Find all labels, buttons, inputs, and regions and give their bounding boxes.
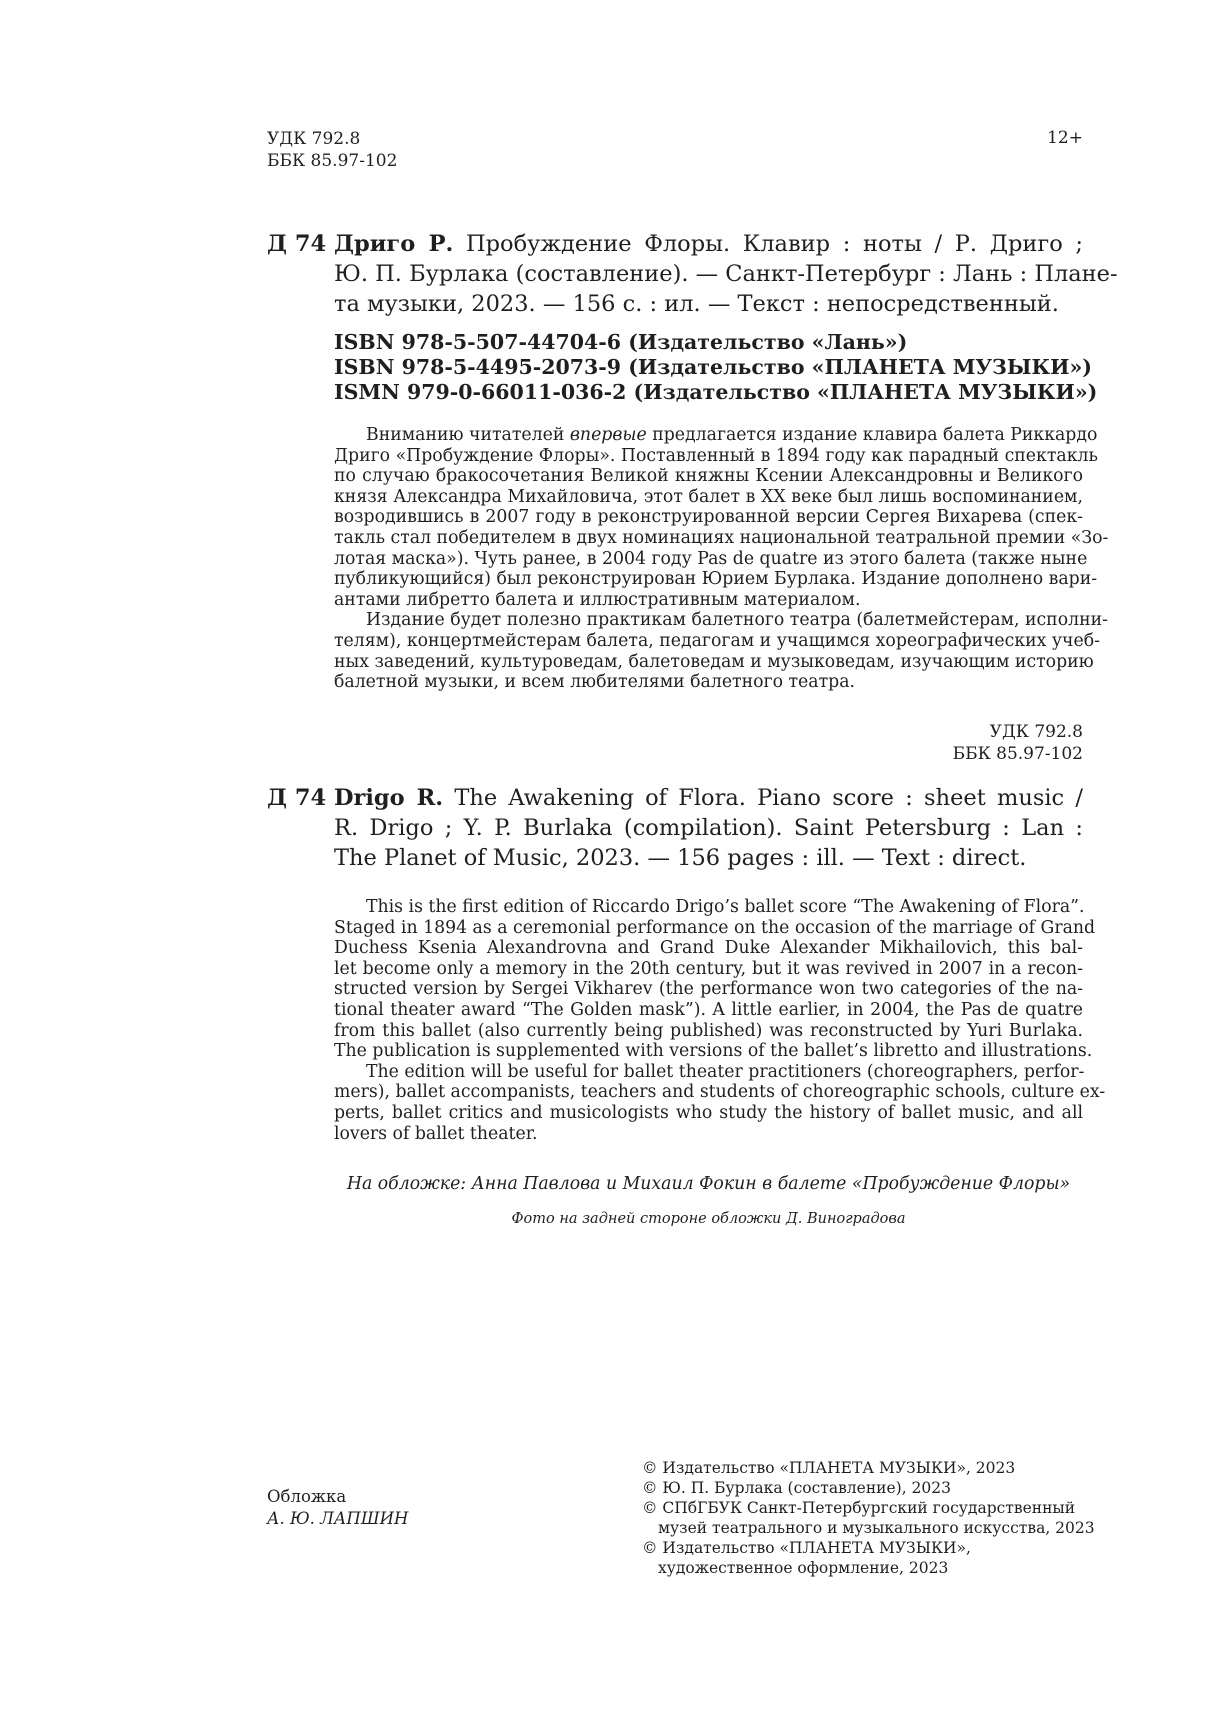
photo-credit: Фото на задней стороне обложки Д. Виноградова [511, 1211, 906, 1227]
entry-line-2: R. Drigo ; Y. P. Burlaka (compilation). Saint Petersburg : Lan : [334, 815, 1083, 841]
abstract-line: The publication is supplemented with versions of the ballet’s libretto and illustrations. [334, 1041, 1093, 1062]
copyright-line: © Издательство «ПЛАНЕТА МУЗЫКИ», 2023 [642, 1459, 1016, 1477]
classification-top [267, 128, 397, 172]
abstract-line: лотая маска»). Чуть ранее, в 2004 году Pas de quatre из этого балета (также ныне [334, 548, 1088, 569]
abstract-line: публикующийся) был реконструирован Юрием Бурлака. Издание дополнено вари- [334, 569, 1098, 590]
abstract-line: Duchess Ksenia Alexandrovna and Grand Duke Alexander Mikhailovich, this bal- [334, 938, 1083, 959]
bibliographic-entry-en [267, 783, 1083, 875]
abstract-line: Издание будет полезно практикам балетного театра (балетмейстерам, исполни- [366, 610, 1108, 631]
bbk-code: ББК 85.97-102 [267, 151, 398, 171]
abstract-line: Дриго «Пробуждение Флоры». Поставленный в 1894 году как парадный спектакль [334, 445, 1098, 466]
bibliographic-entry-ru [267, 229, 1118, 321]
abstract-line: perts, ballet critics and musicologists who study the history of ballet music, and all [334, 1102, 1083, 1123]
abstract-line: телям), концертмейстерам балета, педагогам и учащимся хореографических учеб- [334, 630, 1100, 651]
abstract-line: lovers of ballet theater. [334, 1123, 538, 1144]
abstract-line: князя Александра Михайловича, этот балет в XX веке был лишь воспоминанием, [334, 486, 1083, 507]
age-rating: 12+ [1047, 128, 1083, 148]
entry-line-1: Дриго Р. Пробуждение Флоры. Клавир : ноты / Р. Дриго ; [334, 231, 1083, 257]
abstract-line: This is the first edition of Riccardo Drigo’s ballet score “The Awakening of Flora”. [366, 897, 1085, 917]
isbn-block [334, 330, 1098, 405]
ismn-line: ISMN 979-0-66011-036-2 (Издательство «ПЛАНЕТА МУЗЫКИ») [334, 380, 1098, 404]
copyright-line: © СПбГБУК Санкт-Петербургский государственный [642, 1499, 1076, 1517]
entry-author: Drigo R. [334, 785, 444, 811]
abstract-line: let become only a memory in the 20th century, but it was revived in 2007 in a recon- [334, 958, 1083, 979]
udk-code: УДК 792.8 [989, 722, 1083, 742]
copyright-line: музей театрального и музыкального искусства, 2023 [658, 1519, 1095, 1537]
isbn-line: ISBN 978-5-507-44704-6 (Издательство «Лань») [334, 330, 908, 354]
entry-label: Д 74 [267, 785, 327, 811]
entry-line-3: та музыки, 2023. — 156 с. : ил. — Текст : непосредственный. [334, 291, 1059, 317]
cover-caption: На обложке: Анна Павлова и Михаил Фокин в балете «Пробуждение Флоры» [346, 1174, 1071, 1194]
entry-line-3: The Planet of Music, 2023. — 156 pages : ill. — Text : direct. [334, 845, 1027, 871]
abstract-line: ных заведений, культуроведам, балетоведам и музыковедам, изучающим историю [334, 651, 1094, 672]
copyright-block [642, 1458, 1095, 1578]
abstract-line: такль стал победителем в двух номинациях национальной театральной премии «Зо- [334, 527, 1109, 548]
classification-right [860, 721, 1083, 765]
bbk-code: ББК 85.97-102 [952, 744, 1083, 764]
abstract-line: from this ballet (also currently being published) was reconstructed by Yuri Burlaka. [334, 1020, 1083, 1041]
abstract-en [334, 897, 1106, 1144]
abstract-line: Вниманию читателей впервые предлагается издание клавира балета Риккардо [366, 425, 1098, 445]
entry-line-2: Ю. П. Бурлака (составление). — Санкт-Петербург : Лань : Плане- [334, 261, 1118, 287]
copyright-line: © Ю. П. Бурлака (составление), 2023 [642, 1479, 952, 1497]
entry-label: Д 74 [267, 231, 327, 257]
udk-code: УДК 792.8 [267, 129, 361, 149]
abstract-line: Staged in 1894 as a ceremonial performance on the occasion of the marriage of Grand [334, 917, 1096, 938]
cover-design-credit [267, 1486, 408, 1530]
isbn-line: ISBN 978-5-4495-2073-9 (Издательство «ПЛАНЕТА МУЗЫКИ») [334, 355, 1092, 379]
abstract-line: возродившись в 2007 году в реконструированной версии Сергея Вихарева (спек- [334, 507, 1083, 528]
entry-author: Дриго Р. [334, 231, 454, 257]
abstract-line: антами либретто балета и иллюстративным материалом. [334, 589, 861, 610]
abstract-line: mers), ballet accompanists, teachers and students of choreographic schools, culture ex- [334, 1082, 1106, 1103]
abstract-line: по случаю бракосочетания Великой княжны Ксении Александровны и Великого [334, 466, 1083, 487]
copyright-line: художественное оформление, 2023 [658, 1559, 949, 1577]
abstract-line: балетной музыки, и всем любителями балетного театра. [334, 672, 856, 693]
copyright-line: © Издательство «ПЛАНЕТА МУЗЫКИ», [642, 1539, 971, 1557]
abstract-line: tional theater award “The Golden mask”). A little earlier, in 2004, the Pas de quatre [334, 999, 1083, 1020]
cover-design-label: Обложка [267, 1487, 347, 1506]
abstract-line: The edition will be useful for ballet theater practitioners (choreographers, perfor- [366, 1061, 1085, 1082]
cover-design-artist: А. Ю. ЛАПШИН [267, 1509, 409, 1528]
abstract-ru [334, 425, 1109, 693]
abstract-line: structed version by Sergei Vikharev (the performance won two categories of the na- [334, 979, 1083, 1000]
entry-line-1: Drigo R. The Awakening of Flora. Piano score : sheet music / [334, 785, 1083, 811]
